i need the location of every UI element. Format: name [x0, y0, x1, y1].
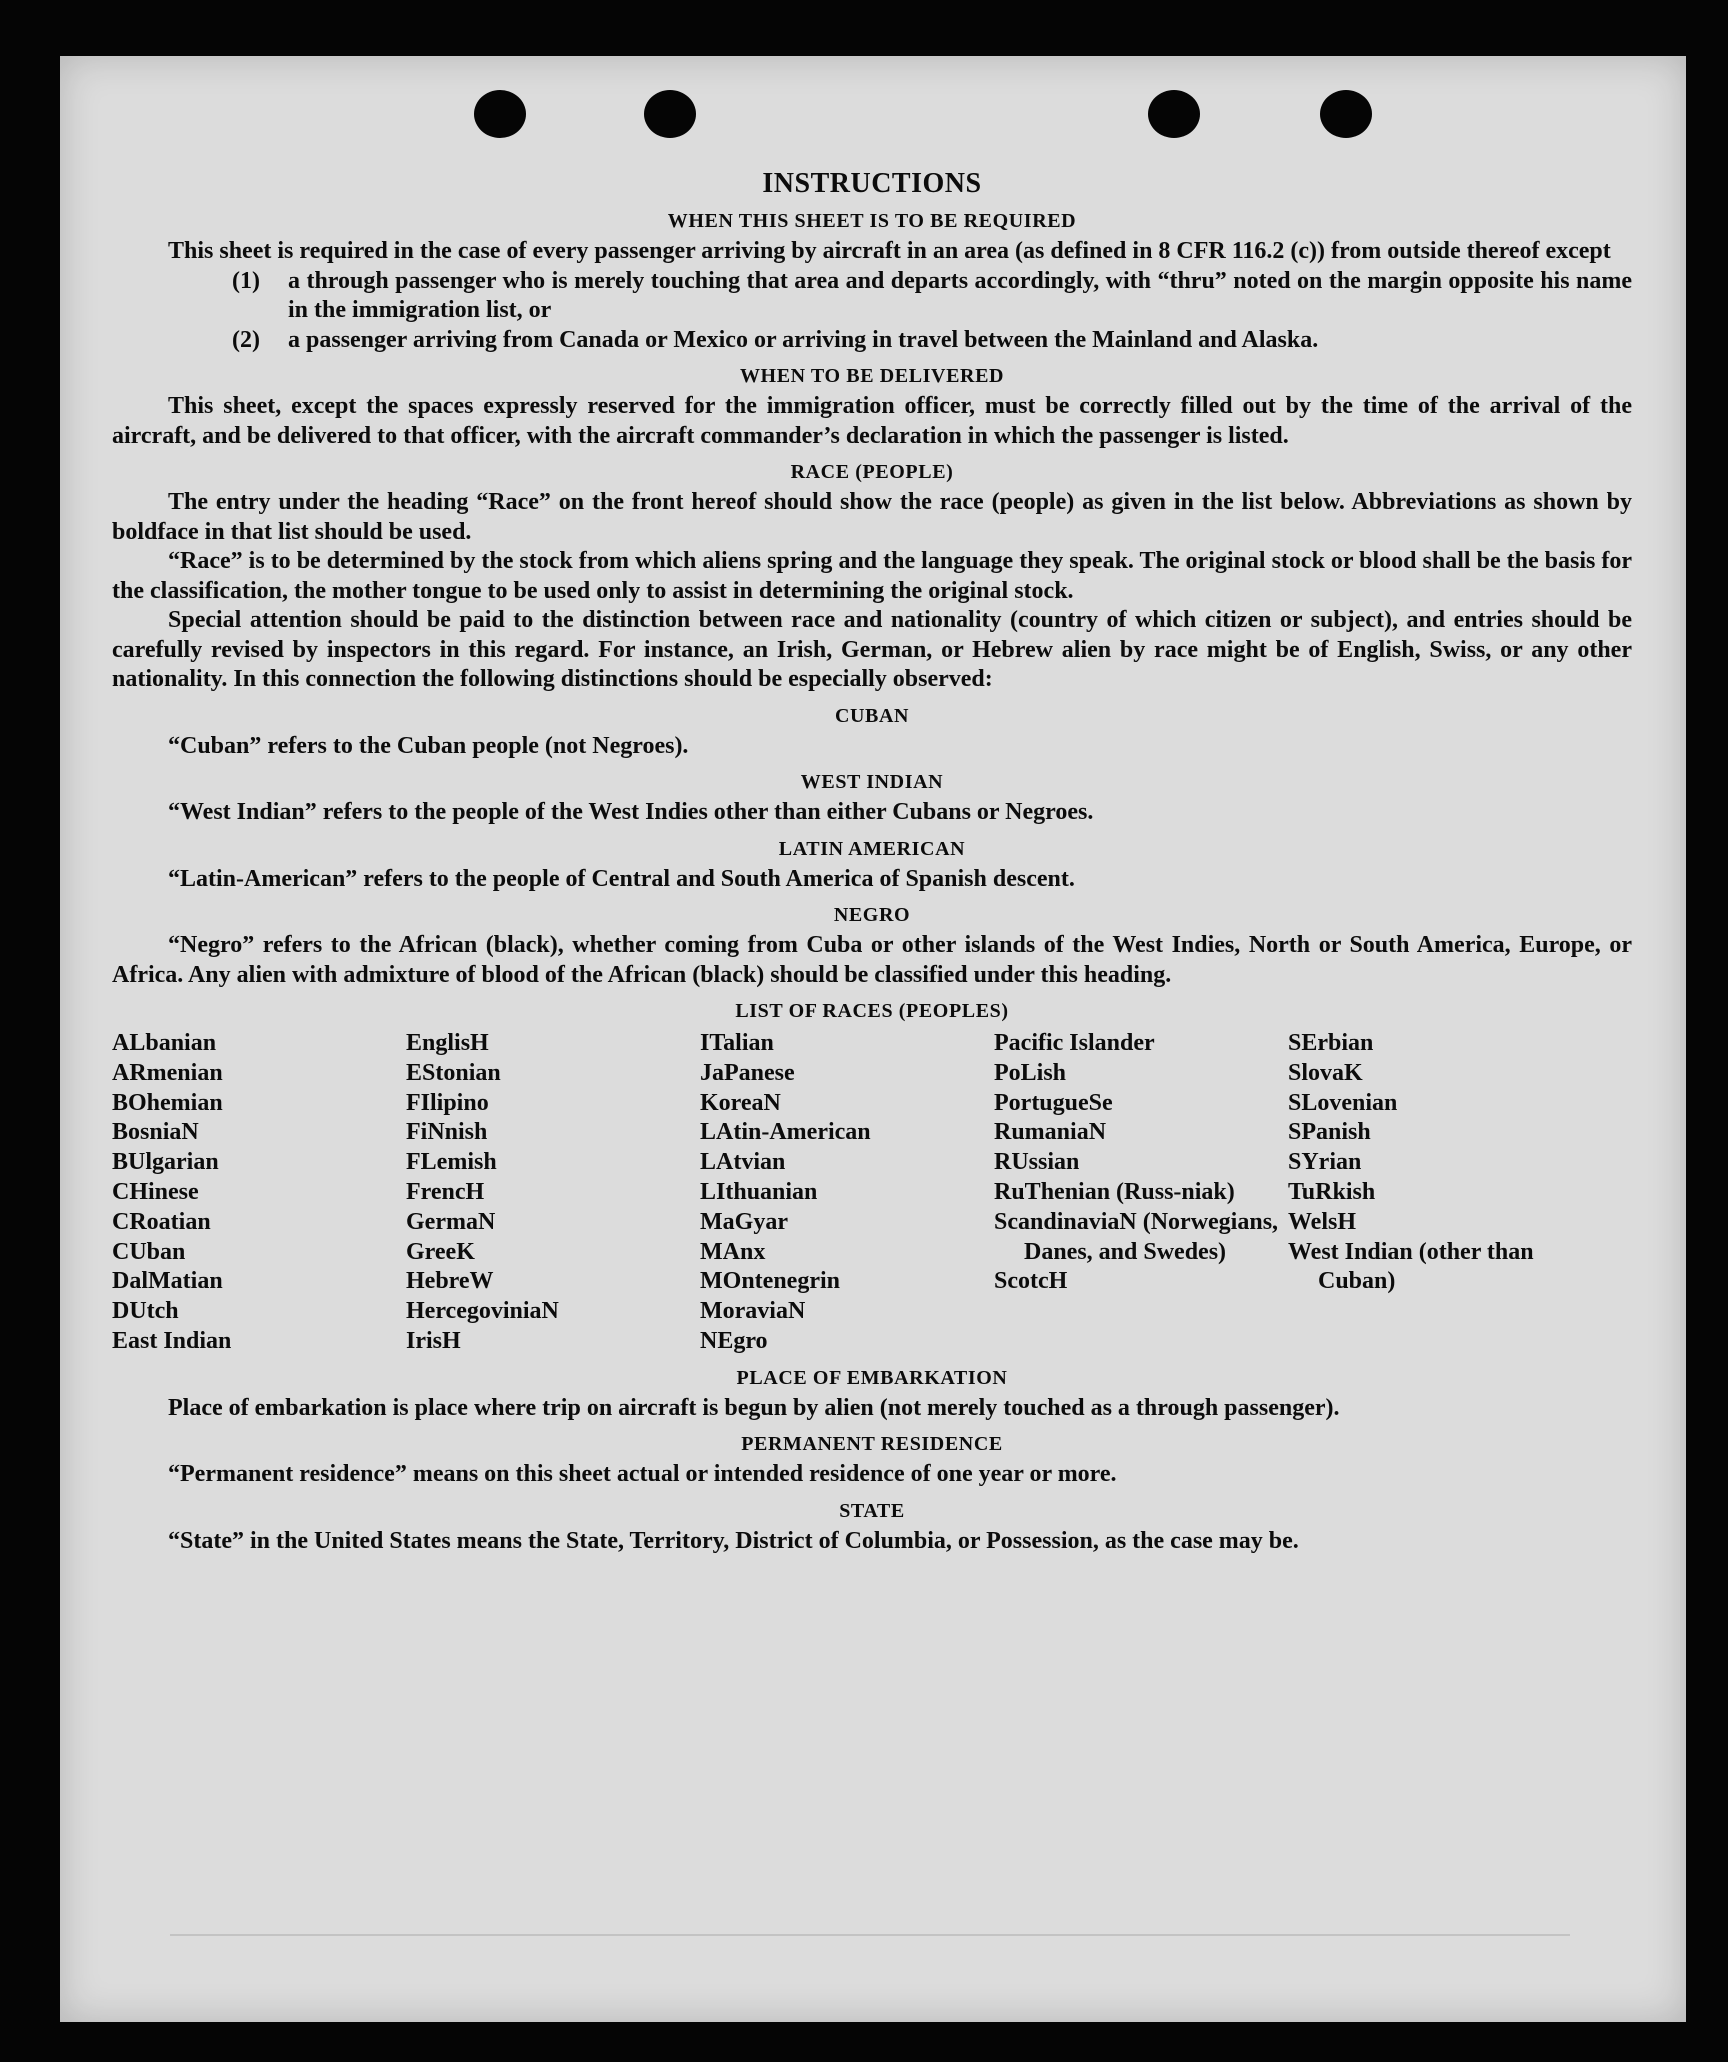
required-text: This sheet is required in the case of every passenger arriving by aircraft in an area (as defined in 8 CFR 116.2 (c)) from outside thereof except [168, 238, 1611, 264]
exception-text: a through passenger who is merely touching that area and departs accordingly, with “thru” noted on the margin opposite his name in the immigration list, or [288, 267, 1632, 323]
race-item: MAnx [700, 1238, 766, 1265]
race-item: JaPanese [700, 1059, 795, 1086]
race-column [1288, 1029, 1582, 1357]
punch-hole [474, 90, 526, 138]
latin-american-text: “Latin-American” refers to the people of Central and South America of Spanish descent. [168, 865, 1075, 892]
race-list [112, 1029, 1632, 1357]
race-item: LIthuanian [700, 1178, 818, 1205]
west-indian-text: “West Indian” refers to the people of the West Indies other than either Cubans or Negroes. [168, 799, 1094, 825]
section-heading-list: LIST OF RACES (PEOPLES) [735, 1000, 1009, 1022]
punch-hole [1320, 90, 1372, 138]
race-item: LAtvian [700, 1149, 786, 1176]
race-item: FrencH [406, 1178, 485, 1205]
race-item: ScandinaviaN (Norwegians, Danes, and Swedes) [994, 1208, 1279, 1265]
exception-text: a passenger arriving from Canada or Mexico or arriving in travel between the Mainland and Alaska. [288, 326, 1319, 353]
section-heading-cuban: CUBAN [834, 704, 910, 727]
section-heading-residence: PERMANENT RESIDENCE [741, 1433, 1003, 1456]
exception-number: (2) [232, 326, 260, 353]
section-heading-state: STATE [839, 1499, 905, 1522]
section-heading-latin-american: LATIN AMERICAN [778, 837, 966, 860]
race-item: BOhemian [112, 1089, 223, 1116]
race-item: DalMatian [112, 1268, 223, 1295]
race-item: West Indian (other than Cuban) [1288, 1238, 1534, 1295]
race-column [112, 1029, 406, 1357]
race-item: HebreW [406, 1268, 494, 1295]
race-item: SLovenian [1288, 1089, 1398, 1116]
delivered-text: This sheet, except the spaces expressly reserved for the immigration officer, must be correctly filled out by the time of the arrival of the aircraft, and be delivered to that officer, with the aircraft commander’s declaration in which the passenger is listed. [112, 393, 1632, 449]
race-item: IrisH [406, 1327, 461, 1354]
punch-hole [644, 90, 696, 138]
embarkation-text: Place of embarkation is place where trip on aircraft is begun by alien (not merely touched as a through passenger). [168, 1394, 1340, 1421]
cuban-text: “Cuban” refers to the Cuban people (not Negroes). [168, 732, 689, 759]
race-item: TuRkish [1288, 1178, 1376, 1205]
race-item: MoraviaN [700, 1298, 806, 1325]
race-item: LAtin-American [700, 1119, 871, 1146]
race-paragraph-1: The entry under the heading “Race” on the front hereof should show the race (people) as given in the list below. Abbreviations as shown by boldface in that list should be used. [112, 489, 1632, 545]
race-item: ALbanian [112, 1030, 217, 1056]
exception-number: (1) [232, 267, 260, 294]
race-paragraph-2: “Race” is to be determined by the stock from which aliens spring and the language they speak. The original stock or blood shall be the basis for the classification, the mother tongue to be used only to assist in determining the original stock. [112, 548, 1632, 604]
race-item: EnglisH [406, 1030, 489, 1056]
instructions-content [112, 168, 1632, 1556]
race-item: GermaN [406, 1208, 496, 1235]
race-item: RUssian [994, 1149, 1080, 1176]
race-item: FIlipino [406, 1089, 489, 1116]
race-item: FiNnish [406, 1119, 488, 1146]
document-sheet [60, 56, 1686, 2022]
race-item: MaGyar [700, 1208, 788, 1235]
residence-text: “Permanent residence” means on this sheet actual or intended residence of one year or more. [168, 1461, 1117, 1488]
race-item: WelsH [1288, 1208, 1357, 1235]
state-text: “State” in the United States means the State, Territory, District of Columbia, or Possession, as the case may be. [168, 1527, 1299, 1554]
race-item: ITalian [700, 1030, 774, 1056]
race-item: ScotcH [994, 1268, 1068, 1295]
race-item: Pacific Islander [994, 1030, 1155, 1056]
race-item: HercegoviniaN [406, 1298, 559, 1325]
section-heading-required: WHEN THIS SHEET IS TO BE REQUIRED [667, 210, 1077, 232]
race-item: SlovaK [1288, 1059, 1363, 1086]
section-heading-negro: NEGRO [833, 904, 911, 926]
race-item: SPanish [1288, 1119, 1371, 1146]
race-item: KoreaN [700, 1089, 781, 1116]
race-column [406, 1029, 700, 1357]
race-item: RumaniaN [994, 1119, 1107, 1146]
race-item: MOntenegrin [700, 1268, 840, 1295]
section-heading-race: RACE (PEOPLE) [790, 461, 954, 483]
race-item: RuThenian (Russ-niak) [994, 1178, 1235, 1205]
section-heading-delivered: WHEN TO BE DELIVERED [739, 365, 1005, 387]
race-item: SYrian [1288, 1149, 1362, 1176]
race-item: BosniaN [112, 1119, 199, 1146]
negro-text: “Negro” refers to the African (black), whether coming from Cuba or other islands of the West Indies, North or South America, Europe, or Africa. Any alien with admixture of blood of the African (black) should be classified under this heading. [112, 932, 1632, 988]
race-item: SErbian [1288, 1030, 1374, 1056]
section-heading-embarkation: PLACE OF EMBARKATION [736, 1366, 1008, 1389]
race-item: East Indian [112, 1327, 232, 1354]
exception-item [112, 326, 1632, 356]
race-item: EStonian [406, 1059, 501, 1086]
page-title: INSTRUCTIONS [762, 168, 982, 199]
race-item: NEgro [700, 1327, 768, 1354]
race-item: DUtch [112, 1298, 179, 1325]
punch-hole [1148, 90, 1200, 138]
race-item: BUlgarian [112, 1149, 219, 1176]
race-item: FLemish [406, 1149, 497, 1176]
race-column [994, 1029, 1288, 1357]
race-item: PortugueSe [994, 1089, 1113, 1116]
section-heading-west-indian: WEST INDIAN [800, 771, 944, 793]
race-paragraph-3: Special attention should be paid to the distinction between race and nationality (country of which citizen or subject), and entries should be carefully revised by inspectors in this regard. For instance, an Irish, German, or Hebrew alien by race might be of English, Swiss, or any other nationality. In this connection the following distinctions should be especially observed: [112, 607, 1632, 692]
faint-footer-rule [170, 1934, 1570, 1960]
race-item: CRoatian [112, 1208, 211, 1235]
race-item: ARmenian [112, 1059, 223, 1086]
race-column [700, 1029, 994, 1357]
race-item: GreeK [406, 1238, 475, 1265]
race-item: CUban [112, 1238, 186, 1265]
race-item: CHinese [112, 1178, 199, 1205]
race-item: PoLish [994, 1059, 1067, 1086]
exception-item [112, 267, 1632, 326]
